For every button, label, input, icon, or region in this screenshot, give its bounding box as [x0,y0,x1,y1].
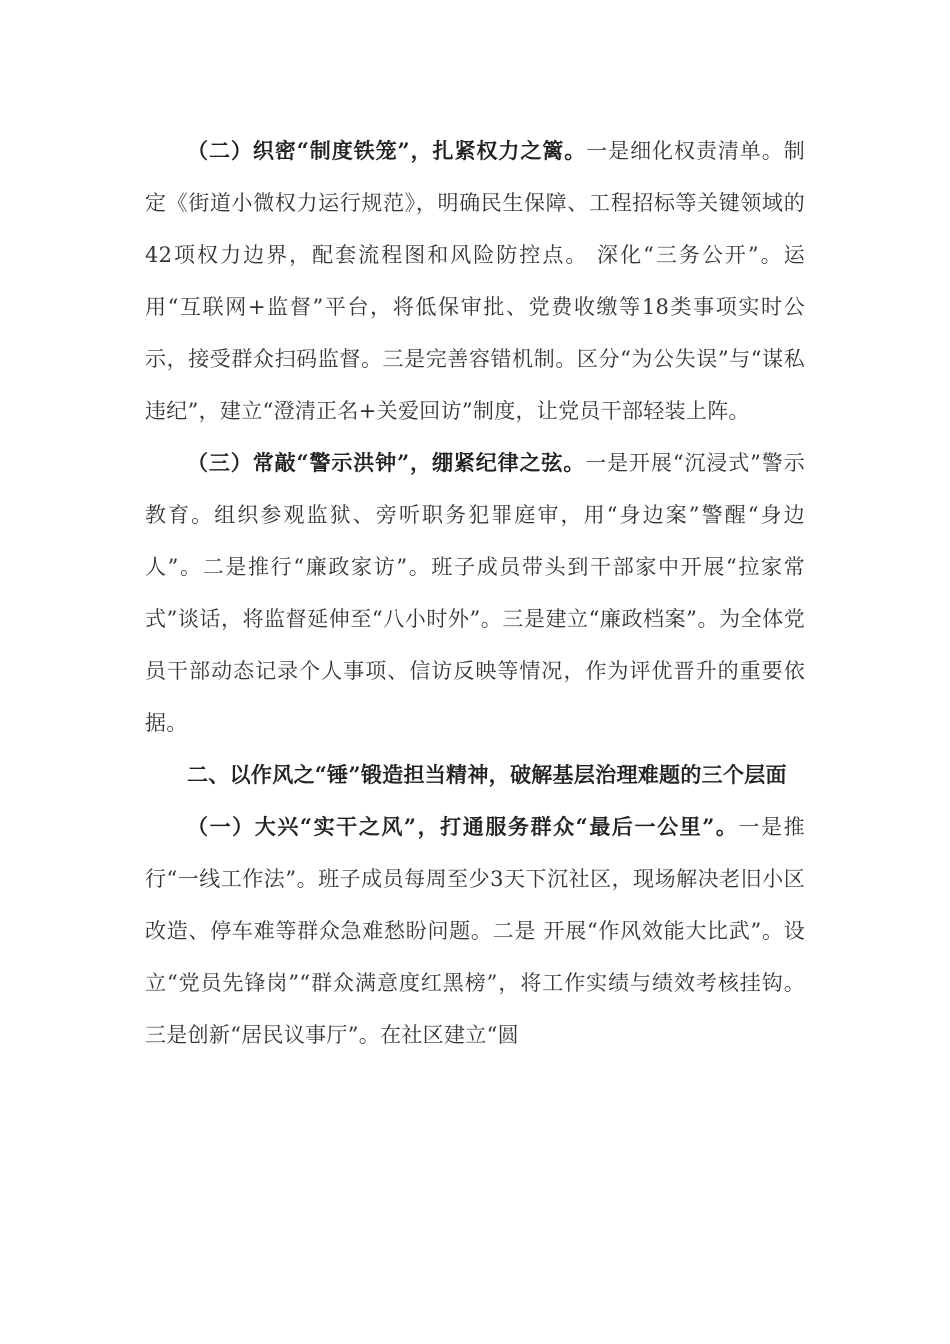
paragraph-warning-bell [145,437,805,749]
paragraph-practical-work-style [145,801,805,1061]
document-body [145,125,805,1061]
paragraph-text: 一是细化权责清单。制定《街道小微权力运行规范》，明确民生保障、工程招标等关键领域的42项权力边界，配套流程图和风险防控点。 深化“三务公开”。运用“互联网+监督”平台，将低保审批、党费收缴等18类事项实时公示，接受群众扫码监督。三是完善容错机制。区分“为公失误”与“谋私违纪”，建立“澄清正名+关爱回访”制度，让党员干部轻装上阵。 [145,139,806,423]
paragraph-text: 一是推行“一线工作法”。班子成员每周至少3天下沉社区，现场解决老旧小区改造、停车难等群众急难愁盼问题。二是 开展“作风效能大比武”。设立“党员先锋岗”“群众满意度红黑榜”，将工作实绩与绩效考核挂钩。三是创新“居民议事厅”。在社区建立“圆 [145,815,805,1047]
section-heading [145,749,805,801]
section-heading-text: 二、以作风之“锤”锻造担当精神，破解基层治理难题的三个层面 [187,762,787,787]
paragraph-lead: （二）织密“制度铁笼”，扎紧权力之篱。 [187,138,587,163]
paragraph-lead: （一）大兴“实干之风”，打通服务群众“最后一公里”。 [187,814,739,839]
paragraph-text: 一是开展“沉浸式”警示教育。组织参观监狱、旁听职务犯罪庭审，用“身边案”警醒“身边人”。二是推行“廉政家访”。班子成员带头到干部家中开展“拉家常式”谈话，将监督延伸至“八小时外”。三是建立“廉政档案”。为全体党员干部动态记录个人事项、信访反映等情况，作为评优晋升的重要依据。 [145,451,805,735]
paragraph-lead: （三）常敲“警示洪钟”，绷紧纪律之弦。 [187,450,586,475]
paragraph-institution-cage [145,125,805,437]
